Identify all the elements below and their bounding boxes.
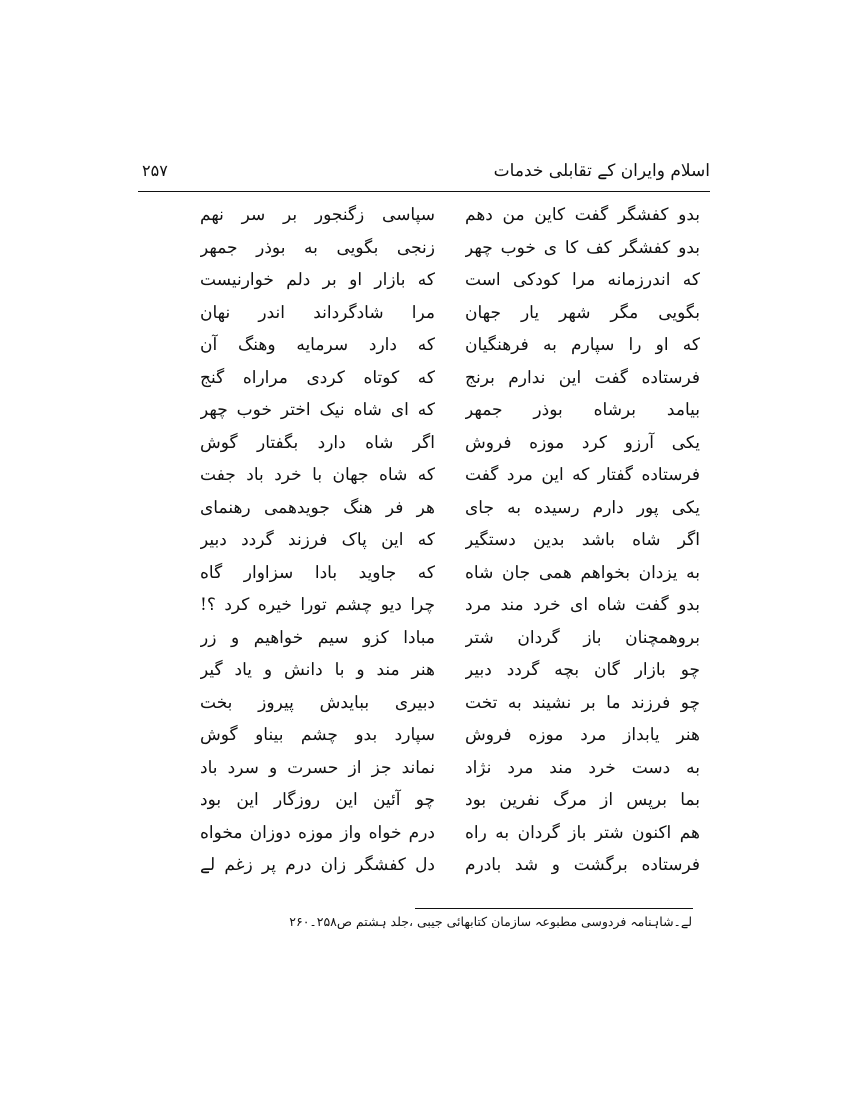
couplet [200,622,700,655]
second-hemistich: که این پاک فرزند گردد دبیر [200,530,435,550]
second-hemistich: که شاه جهان با خرد باد جفت [200,465,435,485]
couplet [200,719,700,752]
first-hemistich: فرستاده گفت این ندارم برنج [465,367,700,388]
page-header [138,160,710,188]
first-hemistich: یکی پور دارم رسیده به جای [465,497,700,518]
second-hemistich: چو آئین این روزگار این بود [200,790,435,810]
first-hemistich: بدو کفشگر گفت کاین من دھم [465,205,700,225]
second-hemistich: درم خواه واز موزه دوزان مخواه [200,822,435,843]
second-hemistich: هنر مند و با دانش و یاد گیر [200,660,435,680]
second-hemistich: دبیری ببایدش پیروز بخت [200,692,435,713]
first-hemistich: بروهمچنان باز گردان شتر [465,627,700,648]
footnote: لے۔شاہنامہ فردوسی مطبوعہ سازمان کتابھائی جیبی ،جلد ہشتم ص۲۵۸۔۲۶۰ [289,914,692,929]
couplet [200,849,700,882]
first-hemistich: چو فرزند ما بر نشیند به تخت [465,692,700,713]
couplet [200,817,700,850]
first-hemistich: اگر شاه باشد بدین دستگیر [465,530,700,550]
couplet [200,784,700,817]
second-hemistich: که ای شاه نیک اختر خوب چهر [200,400,435,420]
second-hemistich: هر فر هنگ جویدهمی رهنمای [200,497,435,518]
first-hemistich: بدو گفت شاه ای خرد مند مرد [465,595,700,615]
couplet [200,199,700,232]
couplet [200,687,700,720]
couplet [200,752,700,785]
second-hemistich: مرا شادگرداند اندر نهان [200,302,435,323]
first-hemistich: بما برپس از مرگ نفرین بود [465,790,700,810]
couplet [200,524,700,557]
first-hemistich: فرستاده برگشت و شد بادرم [465,855,700,875]
couplet [200,264,700,297]
first-hemistich: یکی آرزو کرد موزه فروش [465,432,700,453]
footnote-rule [415,908,693,909]
second-hemistich: دل کفشگر زان درم پر زغم لے [200,855,435,875]
first-hemistich: که او را سپارم به فرهنگیان [465,335,700,355]
first-hemistich: بیامد برشاه بوذر جمهر [465,400,700,420]
couplet [200,654,700,687]
second-hemistich: چرا دیو چشم تورا خیره کرد ؟! [200,595,435,615]
couplet [200,492,700,525]
header-rule [138,191,710,192]
second-hemistich: که بازار او بر دلم خوارنیست [200,270,435,290]
poem-body [200,199,700,882]
couplet [200,427,700,460]
second-hemistich: زنجی بگویی به بوذر جمهر [200,237,435,258]
couplet [200,394,700,427]
couplet [200,557,700,590]
first-hemistich: به یزدان بخواهم همی جان شاه [465,562,700,583]
couplet [200,589,700,622]
first-hemistich: هنر یابداز مرد موزه فروش [465,725,700,745]
first-hemistich: بگویی مگر شهر یار جهان [465,302,700,323]
running-title: اسلام وایران کے تقابلی خدمات [493,161,710,181]
couplet [200,362,700,395]
second-hemistich: سپاسی زگنجور بر سر نهم [200,205,435,225]
second-hemistich: سپارد بدو چشم بیناو گوش [200,725,435,745]
couplet [200,459,700,492]
couplet [200,232,700,265]
second-hemistich: نماند جز از حسرت و سرد باد [200,757,435,778]
couplet [200,329,700,362]
second-hemistich: که جاوید بادا سزاوار گاه [200,562,435,583]
second-hemistich: اگر شاه دارد بگفتار گوش [200,432,435,453]
first-hemistich: به دست خرد مند مرد نژاد [465,757,700,778]
second-hemistich: که دارد سرمایه وهنگ آن [200,335,435,355]
first-hemistich: فرستاده گفتار که این مرد گفت [465,465,700,485]
first-hemistich: بدو کفشگر کف کا ی خوب چهر [465,237,700,258]
couplet [200,297,700,330]
second-hemistich: که کوتاه کردی مراراه گنج [200,367,435,388]
first-hemistich: هم اکنون شتر باز گردان به راه [465,822,700,843]
page-number: ۲۵۷ [142,161,168,180]
first-hemistich: که اندرزمانه مرا کودکی است [465,270,700,290]
second-hemistich: مبادا کزو سیم خواهیم و زر [200,627,435,648]
first-hemistich: چو بازار گان بچه گردد دبیر [465,660,700,680]
